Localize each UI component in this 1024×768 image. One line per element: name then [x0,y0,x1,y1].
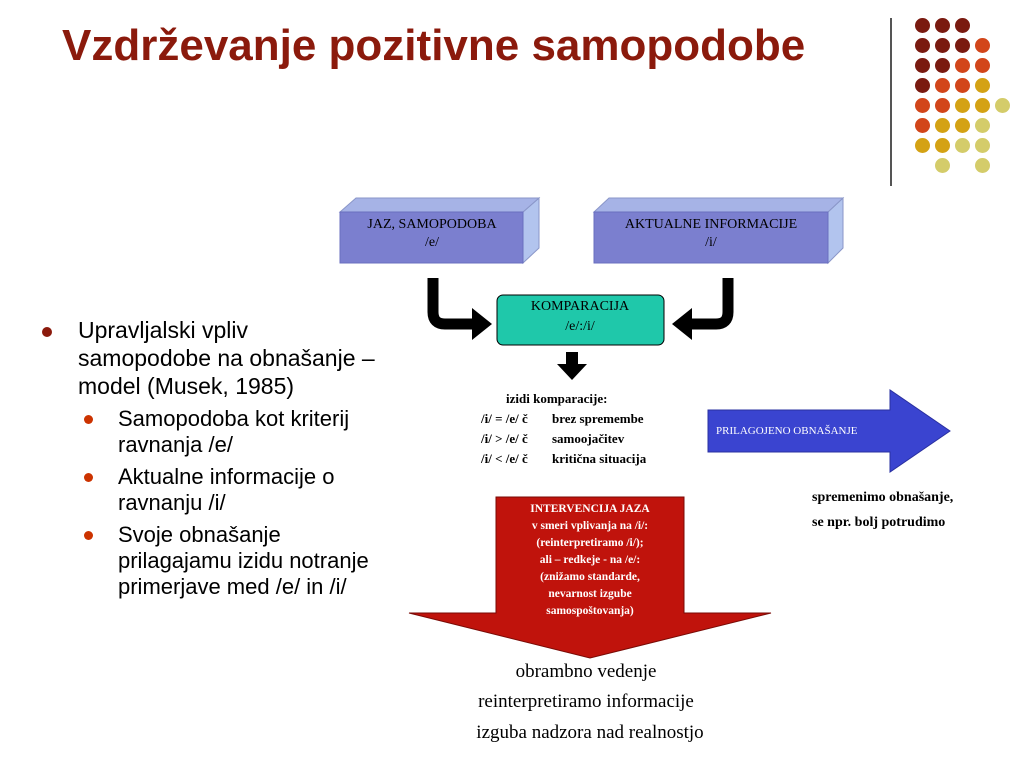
intervention-line3: (reinterpretiramo /i/); [536,537,644,549]
adjust-note-line1: spremenimo obnašanje, [812,490,954,505]
adjust-note [812,490,953,530]
outcomes-heading: izidi komparacije: [506,391,608,406]
arrow-prilagojeno-label: PRILAGOJENO OBNAŠANJE [716,425,858,437]
arrow-intervencija [409,497,771,658]
intervention-line1: INTERVENCIJA JAZA [530,503,650,515]
box-komp-line2: /e/:/i/ [565,319,595,334]
box-jaz-samopodoba [340,198,539,263]
box-komparacija [497,295,664,345]
outcome-result-3: kritična situacija [552,451,647,466]
sub-bullet-text: Svoje obnašanje prilagajamu izidu notranje primerjave med /e/ in /i/ [118,522,369,599]
outcome-rel-3: /i/ < /e/ č [481,451,528,466]
box-akt-line2: /i/ [705,235,717,250]
intervention-line2: v smeri vplivanja na /i/: [531,520,649,532]
defense-line3: izguba nadzora nad realnostjo [476,722,704,743]
arrow-left-curved [433,278,492,340]
outcome-result-2: samoojačitev [552,431,625,446]
outcome-rel-1: /i/ = /e/ č [481,411,528,426]
arrow-right-curved [672,278,728,340]
box-jaz-line1: JAZ, SAMOPODOBA [367,217,497,232]
outcome-result-1: brez spremembe [552,411,644,426]
intervention-line5: (znižamo standarde, [540,571,640,583]
arrow-prilagojeno [708,390,950,472]
intervention-line4: ali – redkeje - na /e/: [539,554,641,566]
intervention-line7: samospoštovanja) [546,605,634,617]
arrow-down [557,352,587,380]
defense-line1: obrambno vedenje [515,661,657,682]
box-akt-line1: AKTUALNE INFORMACIJE [624,217,798,232]
defense-block [476,661,703,743]
outcomes-block [480,391,647,466]
outcome-rel-2: /i/ > /e/ č [481,431,528,446]
sub-bullet-text: Aktualne informacije o ravnanju /i/ [118,464,335,515]
defense-line2: reinterpretiramo informacije [478,691,694,712]
adjust-note-line2: se npr. bolj potrudimo [812,515,946,530]
box-aktualne-informacije [594,198,843,263]
page-title: Vzdrževanje pozitivne samopodobe [62,21,806,70]
sub-bullet-text: Samopodoba kot kriterij ravnanja /e/ [118,406,350,457]
box-komp-line1: KOMPARACIJA [530,299,630,314]
intervention-line6: nevarnost izgube [548,588,632,600]
box-jaz-line2: /e/ [425,235,439,250]
bullet-main-text: Upravljalski vpliv samopodobe na obnašanje – model (Musek, 1985) [78,317,375,399]
